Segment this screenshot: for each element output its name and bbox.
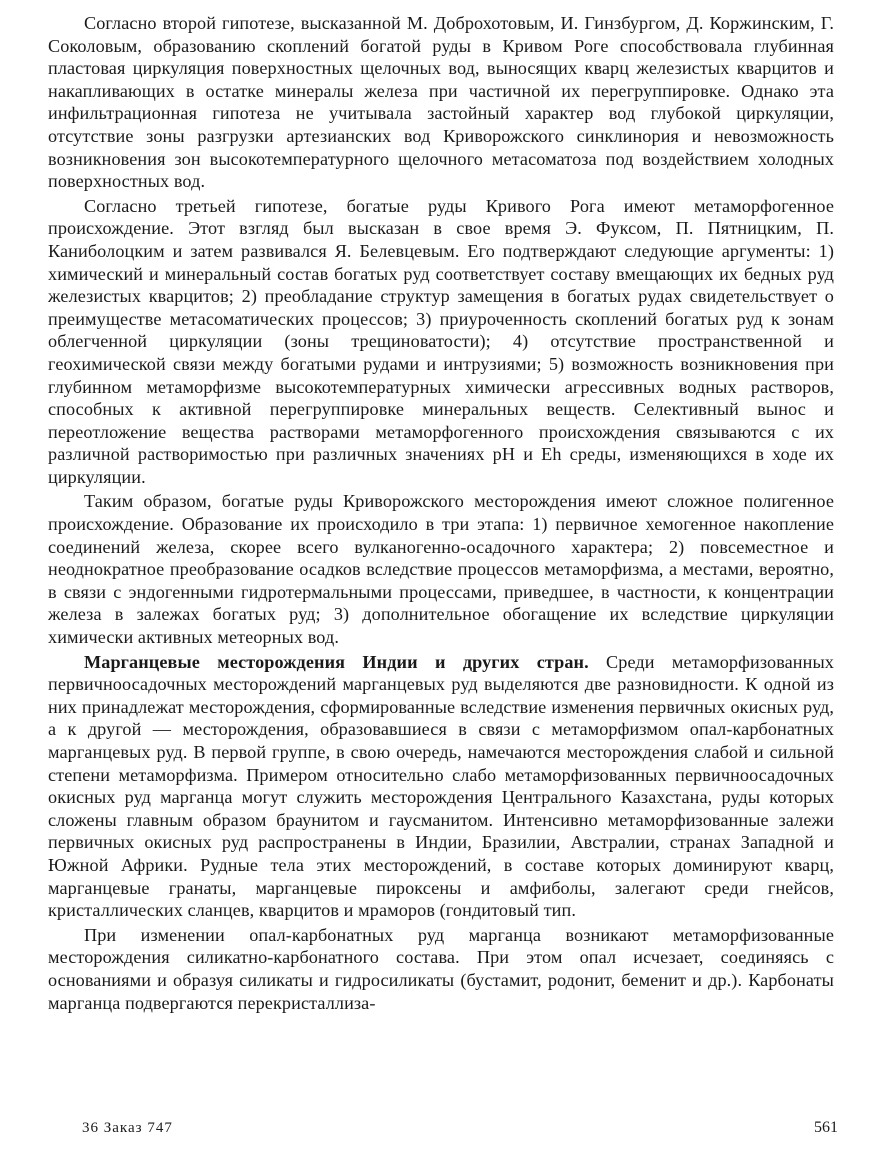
paragraph-conclusion <box>48 490 834 648</box>
paragraph-second-hypothesis <box>48 12 834 193</box>
paragraph-text: Среди метаморфизованных первичноосадочных месторождений марганцевых руд выделяются две разновидности. К одной из них принадлежат месторождения, сформированные вследствие изменения первичных окисных руд, а к другой — месторождения, образовавшиеся в связи с метаморфизмом опал-карбонатных марганцевых руд. В первой группе, в свою очередь, намечаются месторождения слабой и сильной степени метаморфизма. Примером относительно слабо метаморфизованных первичноосадочных окисных руд марганца могут служить месторождения Центрального Казахстана, руды которых сложены главным образом браунитом и гаусманитом. Интенсивно метаморфизованные залежи первичных окисных руд распространены в Индии, Бразилии, Австралии, странах Западной и Южной Африки. Рудные тела этих месторождений, в составе которых доминируют кварц, марганцевые гранаты, марганцевые пироксены и амфиболы, залегают среди гнейсов, кристаллических сланцев, кварцитов и мраморов (гондитовый тип. <box>48 651 834 921</box>
page-number: 561 <box>814 1119 838 1136</box>
paragraph-text: Таким образом, богатые руды Криворожского месторождения имеют сложное полигенное происхождение. Образование их происходило в три этапа: 1) первичное хемогенное накопление соединений железа, скорее всего вулканогенно-осадочного характера; 2) повсеместное и неоднократное преобразование осадков вследствие процессов метаморфизма, а местами, вероятно, в связи с эндогенными гидротермальными процессами, приведшее, в частности, к концентрации железа в залежах богатых руд; 3) дополнительное обогащение их вследствие циркуляции химически активных метеорных вод. <box>48 491 834 648</box>
page-body <box>48 12 834 1014</box>
paragraph-third-hypothesis <box>48 195 834 489</box>
paragraph-opal-carbonate <box>48 924 834 1014</box>
paragraph-text: Согласно второй гипотезе, высказанной М. Доброхотовым, И. Гинзбургом, Д. Коржинским, Г. Соколовым, образованию скоплений богатой руды в Кривом Роге способствовала глубинная пластовая циркуляция поверхностных щелочных вод, выносящих кварц железистых кварцитов и накапливающих в остатке минералы железа при частичной их перегруппировке. Однако эта инфильтрационная гипотеза не учитывала застойный характер вод глубокой циркуляции, отсутствие зоны разгрузки артезианских вод Криворожского синклинория и невозможность возникновения зон высокотемпературного щелочного метасоматоза под воздействием холодных поверхностных вод. <box>48 13 834 192</box>
paragraph-manganese-deposits <box>48 651 834 922</box>
paragraph-text: Согласно третьей гипотезе, богатые руды Кривого Рога имеют метаморфогенное происхождение. Этот взгляд был высказан в свое время Э. Фуксом, П. Пятницким, П. Каниболоцким и затем развивался Я. Белевцевым. Его подтверждают следующие аргументы: 1) химический и минеральный состав богатых руд соответствует составу вмещающих их бедных руд железистых кварцитов; 2) преобладание структур замещения в богатых рудах свидетельствует о преимуществе метасоматических процессов; 3) приуроченность скоплений богатых руд к зонам облегченной циркуляции (зоны трещиноватости); 4) отсутствие пространственной и геохимической связи между богатыми рудами и интрузиями; 5) возможность возникновения при глубинном метаморфизме высокотемпературных химически агрессивных водных растворов, способных к активной перегруппировке минеральных веществ. Селективный вынос и переотложение вещества растворами метаморфогенного происхождения связываются с их различной растворимостью при различных значениях pH и Eh среды, изменяющихся в ходе их циркуляции. <box>48 195 834 487</box>
section-heading: Марганцевые месторождения Индии и других стран. <box>84 651 589 672</box>
printer-signature: 36 Заказ 747 <box>82 1120 173 1136</box>
paragraph-text: При изменении опал-карбонатных руд марганца возникают метаморфизованные месторождения силикатно-карбонатного состава. При этом опал исчезает, соединяясь с основаниями и образуя силикаты и гидросиликаты (бустамит, родонит, беменит и др.). Карбонаты марганца подвергаются перекристаллиза- <box>48 924 834 1013</box>
page-footer <box>82 1118 838 1138</box>
